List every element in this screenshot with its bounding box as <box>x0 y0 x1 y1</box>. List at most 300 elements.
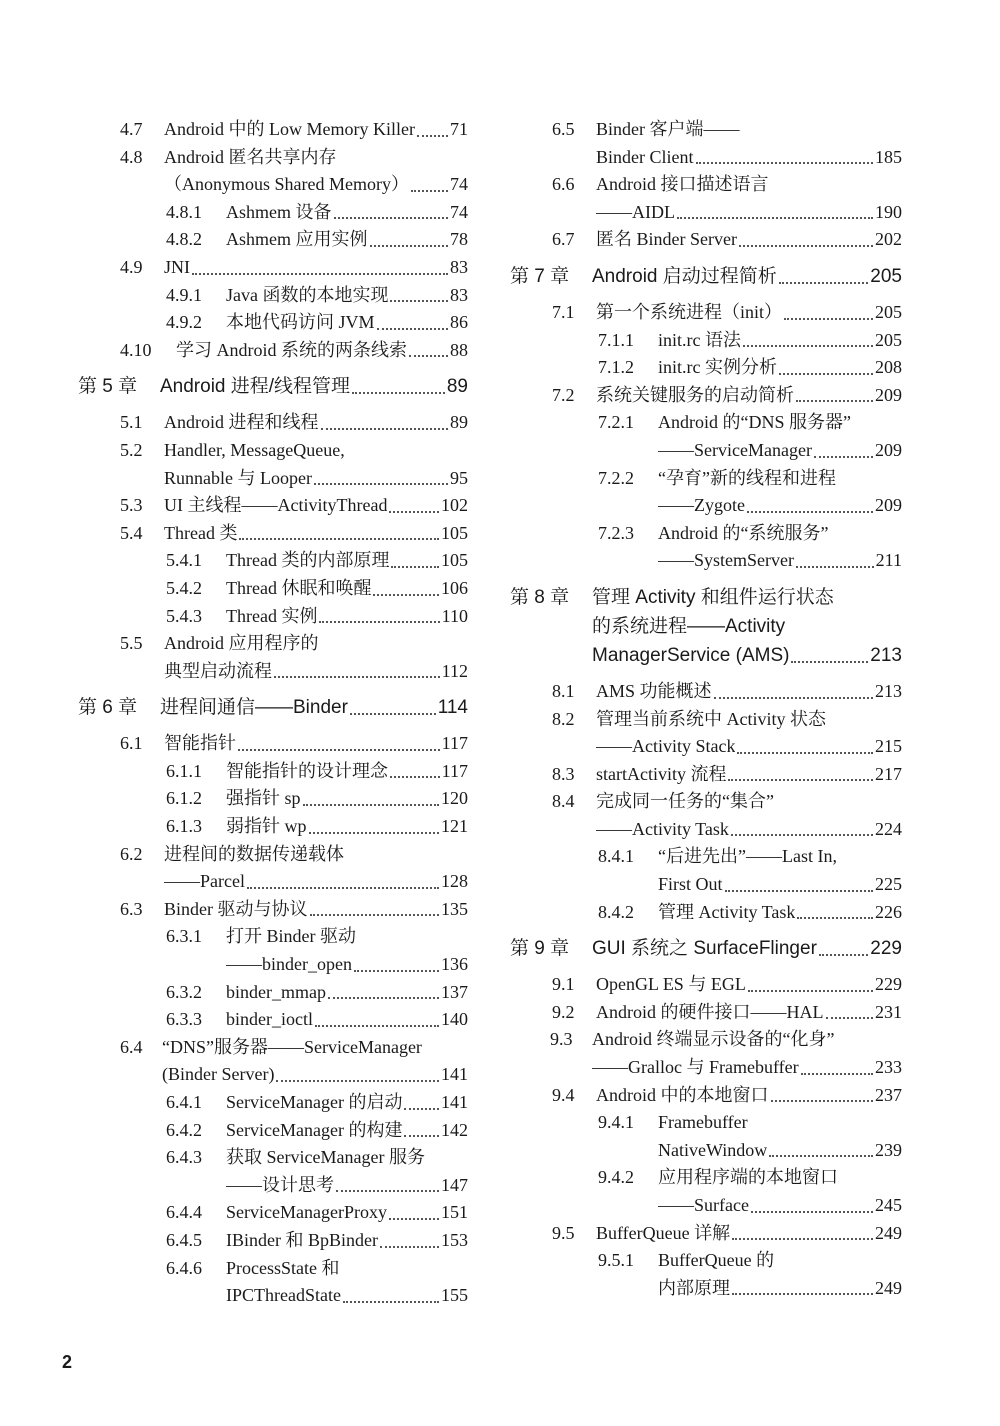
section-title: 应用程序端的本地窗口 <box>658 1167 838 1188</box>
section-page: 74 <box>450 201 468 222</box>
leader-dots <box>728 779 873 781</box>
section-number: 6.1 <box>120 733 143 754</box>
toc-entry <box>78 144 468 172</box>
section-title: JNI <box>164 256 190 277</box>
section-number: 6.3.1 <box>166 926 202 947</box>
section-title: Runnable 与 Looper <box>164 467 312 488</box>
toc-entry <box>510 1192 902 1220</box>
leader-dots <box>732 1238 873 1240</box>
section-page: 106 <box>441 577 468 598</box>
chapter-title: 管理 Activity 和组件运行状态 <box>592 586 834 608</box>
toc-right-column <box>510 116 902 1302</box>
section-title: 进程间的数据传递载体 <box>164 843 344 864</box>
toc-entry <box>78 979 468 1007</box>
toc-entry <box>78 116 468 144</box>
section-number: 6.4.6 <box>166 1257 202 1278</box>
section-number: 6.4.1 <box>166 1092 202 1112</box>
toc-entry <box>78 226 468 254</box>
section-title: NativeWindow <box>658 1139 768 1160</box>
section-page: 239 <box>875 1139 902 1160</box>
section-page: 74 <box>450 174 468 195</box>
section-number: 8.4.2 <box>598 901 634 922</box>
toc-entry <box>78 437 468 465</box>
section-number: 7.2.1 <box>598 412 634 433</box>
chapter-page: 114 <box>437 697 468 719</box>
leader-dots <box>389 511 439 513</box>
section-page: 117 <box>441 760 468 781</box>
leader-dots <box>350 713 436 715</box>
leader-dots <box>769 1155 873 1157</box>
section-title: Android 匿名共享内存 <box>164 146 337 167</box>
leader-dots <box>247 887 439 889</box>
toc-entry <box>78 1117 468 1145</box>
section-page: 208 <box>875 357 902 378</box>
section-number: 6.3.2 <box>166 981 202 1002</box>
section-title: ——Activity Stack <box>596 736 736 757</box>
section-title: First Out <box>658 874 723 895</box>
section-page: 190 <box>875 201 902 222</box>
section-number: 9.3 <box>550 1029 573 1050</box>
section-title: ProcessState 和 <box>226 1257 340 1278</box>
section-number: 7.1.1 <box>598 329 634 350</box>
toc-entry <box>510 761 902 789</box>
leader-dots <box>377 328 448 330</box>
toc-entry <box>510 465 902 493</box>
section-title: ServiceManagerProxy <box>226 1202 387 1223</box>
toc-entry <box>78 658 468 686</box>
toc-chapter-heading <box>510 934 902 963</box>
leader-dots <box>731 834 873 836</box>
toc-entry <box>78 1255 468 1283</box>
section-title: ——ServiceManager <box>658 439 812 460</box>
toc-entry <box>78 465 468 493</box>
section-number: 6.5 <box>552 119 575 139</box>
section-title: Java 函数的本地实现 <box>226 284 389 305</box>
section-title: 典型启动流程 <box>164 660 272 681</box>
section-title: ——Activity Task <box>596 818 729 839</box>
chapter-number: 第 5 章 <box>78 376 138 398</box>
leader-dots <box>751 1211 873 1213</box>
section-number: 4.9.2 <box>166 312 202 333</box>
leader-dots <box>404 1135 439 1137</box>
toc-entry <box>510 706 902 734</box>
section-number: 8.4.1 <box>598 846 634 867</box>
section-number: 8.1 <box>552 680 575 701</box>
section-title: “孕育”新的线程和进程 <box>658 467 836 488</box>
toc-entry <box>510 520 902 548</box>
section-title: Android 的“系统服务” <box>658 522 829 543</box>
leader-dots <box>791 661 868 663</box>
section-page: 141 <box>441 1092 468 1112</box>
section-number: 5.1 <box>120 412 143 433</box>
leader-dots <box>370 245 449 247</box>
section-page: 83 <box>450 284 468 305</box>
section-page: 231 <box>875 1001 902 1022</box>
section-title: Android 中的 Low Memory Killer <box>164 119 415 139</box>
section-page: 225 <box>875 874 902 895</box>
leader-dots <box>380 1246 439 1248</box>
leader-dots <box>343 1301 439 1303</box>
leader-dots <box>389 1218 439 1220</box>
section-title: Thread 实例 <box>226 605 318 626</box>
section-title: 获取 ServiceManager 服务 <box>226 1147 425 1168</box>
toc-entry <box>78 492 468 520</box>
section-number: 6.6 <box>552 174 575 195</box>
leader-dots <box>743 345 873 347</box>
section-title: Binder 驱动与协议 <box>164 898 308 919</box>
section-number: 8.2 <box>552 708 575 729</box>
section-page: 105 <box>441 522 468 543</box>
toc-entry <box>78 171 468 199</box>
section-page: 135 <box>441 898 468 919</box>
leader-dots <box>801 1073 873 1075</box>
section-page: 215 <box>875 736 902 757</box>
chapter-number: 第 8 章 <box>510 586 570 608</box>
toc-entry <box>78 409 468 437</box>
section-page: 83 <box>450 256 468 277</box>
toc-chapter-heading <box>78 372 468 401</box>
section-number: 6.4.4 <box>166 1202 202 1223</box>
section-title: IBinder 和 BpBinder <box>226 1229 378 1250</box>
section-number: 7.2 <box>552 384 575 405</box>
toc-left-column <box>78 116 468 1310</box>
section-page: 226 <box>875 901 902 922</box>
section-title: Handler, MessageQueue, <box>164 439 345 460</box>
section-title: 强指针 sp <box>226 788 301 809</box>
toc-entry <box>78 337 468 365</box>
toc-entry <box>510 199 902 227</box>
toc-entry <box>510 899 902 927</box>
section-page: 209 <box>875 495 902 516</box>
section-number: 4.8 <box>120 146 143 167</box>
section-number: 4.8.1 <box>166 201 202 222</box>
toc-entry <box>510 1109 902 1137</box>
section-page: 217 <box>875 763 902 784</box>
leader-dots <box>779 282 869 284</box>
leader-dots <box>714 697 873 699</box>
toc-entry <box>78 575 468 603</box>
leader-dots <box>796 566 874 568</box>
toc-chapter-heading <box>510 262 902 291</box>
section-title: 智能指针的设计理念 <box>226 760 388 781</box>
leader-dots <box>336 1190 439 1192</box>
toc-entry <box>510 999 902 1027</box>
leader-dots <box>784 318 873 320</box>
section-page: 112 <box>441 660 468 681</box>
leader-dots <box>748 990 873 992</box>
section-number: 6.1.3 <box>166 816 202 837</box>
section-page: 128 <box>441 871 468 892</box>
section-page: 121 <box>441 816 468 837</box>
section-title: AMS 功能概述 <box>596 680 712 701</box>
toc-entry <box>510 171 902 199</box>
section-title: Thread 类 <box>164 522 238 543</box>
section-title: Ashmem 应用实例 <box>226 229 368 250</box>
section-page: 102 <box>441 495 468 516</box>
toc-entry <box>78 1282 468 1310</box>
section-title: Android 应用程序的 <box>164 633 319 654</box>
leader-dots <box>309 832 440 834</box>
section-title: BufferQueue 的 <box>658 1250 775 1271</box>
section-number: 6.2 <box>120 843 143 864</box>
toc-entry <box>510 437 902 465</box>
section-page: 136 <box>441 954 468 975</box>
chapter-title: Android 进程/线程管理 <box>160 376 351 398</box>
section-title: 学习 Android 系统的两条线索 <box>176 339 407 360</box>
section-number: 4.10 <box>120 339 152 360</box>
section-page: 205 <box>875 301 902 322</box>
section-number: 6.1.1 <box>166 760 202 781</box>
toc-entry <box>510 788 902 816</box>
page-number: 2 <box>62 1352 73 1372</box>
section-number: 9.5 <box>552 1222 575 1243</box>
section-title: binder_mmap <box>226 981 326 1002</box>
toc-entry <box>78 309 468 337</box>
section-page: 233 <box>875 1057 902 1078</box>
section-number: 6.1.2 <box>166 788 202 809</box>
section-number: 6.3 <box>120 898 143 919</box>
section-title: 内部原理 <box>658 1277 730 1298</box>
toc-entry <box>78 1089 468 1117</box>
section-title: ——Gralloc 与 Framebuffer <box>592 1057 799 1078</box>
section-number: 5.4.3 <box>166 605 202 626</box>
toc-entry <box>78 547 468 575</box>
section-title: 完成同一任务的“集合” <box>596 791 774 812</box>
section-page: 224 <box>875 818 902 839</box>
section-title: “DNS”服务器——ServiceManager <box>162 1036 422 1057</box>
section-title: Android 终端显示设备的“化身” <box>592 1029 835 1050</box>
section-number: 9.2 <box>552 1001 575 1022</box>
section-title: 智能指针 <box>164 733 236 754</box>
section-title: startActivity 流程 <box>596 763 727 784</box>
section-title: 打开 Binder 驱动 <box>226 926 356 947</box>
toc-entry <box>510 354 902 382</box>
section-number: 9.4.2 <box>598 1167 634 1188</box>
section-number: 9.1 <box>552 974 575 995</box>
section-page: 95 <box>450 467 468 488</box>
section-title: 本地代码访问 JVM <box>226 312 375 333</box>
toc-entry <box>78 1034 468 1062</box>
section-title: ——Zygote <box>658 495 745 516</box>
toc-entry <box>510 226 902 254</box>
leader-dots <box>373 594 439 596</box>
chapter-title: Android 启动过程简析 <box>592 265 777 287</box>
section-number: 6.3.3 <box>166 1009 202 1030</box>
section-number: 4.9 <box>120 256 143 277</box>
section-page: 229 <box>875 974 902 995</box>
section-title: ——AIDL <box>596 201 675 222</box>
chapter-title: ManagerService (AMS) <box>592 644 790 666</box>
leader-dots <box>310 914 440 916</box>
section-page: 117 <box>441 733 468 754</box>
section-title: “后进先出”——Last In, <box>658 846 837 867</box>
section-number: 9.4.1 <box>598 1112 634 1133</box>
section-page: 249 <box>875 1222 902 1243</box>
section-page: 185 <box>875 146 902 167</box>
section-number: 5.4 <box>120 522 143 543</box>
chapter-page: 229 <box>870 938 902 960</box>
toc-entry <box>510 871 902 899</box>
section-number: 5.5 <box>120 633 143 654</box>
toc-entry <box>510 1054 902 1082</box>
section-number: 9.5.1 <box>598 1250 634 1271</box>
section-number: 8.4 <box>552 791 575 812</box>
toc-entry <box>78 896 468 924</box>
section-number: 7.1.2 <box>598 357 634 378</box>
toc-entry <box>78 1144 468 1172</box>
leader-dots <box>404 1108 439 1110</box>
leader-dots <box>814 456 873 458</box>
section-number: 6.4.5 <box>166 1229 202 1250</box>
section-number: 8.3 <box>552 763 575 784</box>
section-title: ServiceManager 的构建 <box>226 1119 403 1140</box>
section-page: 249 <box>875 1277 902 1298</box>
section-title: 匿名 Binder Server <box>596 229 737 250</box>
leader-dots <box>239 538 439 540</box>
section-title: Binder 客户端—— <box>596 119 740 139</box>
section-title: init.rc 语法 <box>658 329 741 350</box>
toc-entry <box>78 199 468 227</box>
section-page: 147 <box>441 1174 468 1195</box>
toc-entry <box>510 382 902 410</box>
section-page: 209 <box>875 439 902 460</box>
section-title: Binder Client <box>596 146 694 167</box>
section-number: 4.8.2 <box>166 229 202 250</box>
leader-dots <box>390 776 440 778</box>
section-number: 7.1 <box>552 301 575 322</box>
toc-entry <box>78 630 468 658</box>
section-title: 管理当前系统中 Activity 状态 <box>596 708 826 729</box>
section-number: 4.7 <box>120 119 143 139</box>
section-page: 213 <box>875 680 902 701</box>
leader-dots <box>696 162 874 164</box>
toc-entry <box>510 678 902 706</box>
leader-dots <box>826 1017 874 1019</box>
toc-entry <box>510 733 902 761</box>
leader-dots <box>352 392 445 394</box>
section-number: 9.4 <box>552 1084 575 1105</box>
chapter-title-line <box>510 641 902 670</box>
section-page: 88 <box>450 339 468 360</box>
leader-dots <box>732 1293 873 1295</box>
toc-entry <box>510 1164 902 1192</box>
toc-entry <box>510 1137 902 1165</box>
section-title: (Binder Server) <box>162 1064 275 1085</box>
section-page: 153 <box>441 1229 468 1250</box>
section-title: Ashmem 设备 <box>226 201 332 222</box>
section-title: Android 进程和线程 <box>164 412 319 433</box>
section-title: UI 主线程——ActivityThread <box>164 495 388 516</box>
toc-entry <box>510 144 902 172</box>
section-page: 137 <box>441 981 468 1002</box>
section-title: ServiceManager 的启动 <box>226 1092 403 1112</box>
section-title: binder_ioctl <box>226 1009 313 1030</box>
section-title: 系统关键服务的启动简析 <box>596 384 794 405</box>
section-page: 89 <box>450 412 468 433</box>
toc-entry <box>78 785 468 813</box>
leader-dots <box>315 1025 439 1027</box>
toc-entry <box>510 299 902 327</box>
section-title: Android 的硬件接口——HAL <box>596 1001 824 1022</box>
section-title: Android 的“DNS 服务器” <box>658 412 851 433</box>
section-page: 105 <box>441 550 468 571</box>
section-page: 71 <box>450 119 468 139</box>
section-title: ——设计思考 <box>226 1174 334 1195</box>
leader-dots <box>677 217 873 219</box>
leader-dots <box>725 890 873 892</box>
toc-entry <box>510 1082 902 1110</box>
section-number: 7.2.3 <box>598 522 634 543</box>
section-title: Framebuffer <box>658 1112 748 1133</box>
section-page: 86 <box>450 312 468 333</box>
leader-dots <box>390 300 448 302</box>
leader-dots <box>192 273 448 275</box>
leader-dots <box>797 917 873 919</box>
chapter-title: 进程间通信——Binder <box>160 697 348 719</box>
section-title: ——Parcel <box>164 871 245 892</box>
toc-entry <box>78 758 468 786</box>
chapter-title-line <box>510 583 902 612</box>
section-title: ——SystemServer <box>658 550 794 571</box>
chapter-page: 205 <box>870 265 902 287</box>
leader-dots <box>321 428 449 430</box>
section-number: 6.4.2 <box>166 1119 202 1140</box>
toc-entry <box>78 730 468 758</box>
section-number: 6.4.3 <box>166 1147 202 1168</box>
section-page: 202 <box>875 229 902 250</box>
section-page: 211 <box>875 550 902 571</box>
toc-entry <box>78 951 468 979</box>
section-title: ——binder_open <box>226 954 352 975</box>
toc-entry <box>78 813 468 841</box>
toc-entry <box>510 547 902 575</box>
section-number: 6.7 <box>552 229 575 250</box>
toc-entry <box>78 1227 468 1255</box>
leader-dots <box>303 804 439 806</box>
leader-dots <box>747 511 873 513</box>
section-title: 弱指针 wp <box>226 816 307 837</box>
leader-dots <box>354 970 439 972</box>
toc-entry <box>78 923 468 951</box>
section-page: 209 <box>875 384 902 405</box>
toc-chapter-heading <box>78 693 468 722</box>
section-title: Android 中的本地窗口 <box>596 1084 769 1105</box>
toc-entry <box>510 1275 902 1303</box>
toc-entry <box>78 254 468 282</box>
toc-entry <box>78 1199 468 1227</box>
toc-entry <box>510 843 902 871</box>
section-page: 140 <box>441 1009 468 1030</box>
toc-entry <box>510 816 902 844</box>
chapter-number: 第 6 章 <box>78 697 138 719</box>
section-title: 第一个系统进程（init） <box>596 301 783 322</box>
chapter-title: 的系统进程——Activity <box>592 615 786 637</box>
section-page: 78 <box>450 229 468 250</box>
toc-entry <box>510 1026 902 1054</box>
chapter-page: 213 <box>870 644 902 666</box>
toc-entry <box>78 282 468 310</box>
section-title: OpenGL ES 与 EGL <box>596 974 746 995</box>
leader-dots <box>771 1100 874 1102</box>
leader-dots <box>334 217 449 219</box>
section-page: 110 <box>441 605 468 626</box>
chapter-number: 第 7 章 <box>510 265 570 287</box>
section-title: （Anonymous Shared Memory） <box>164 174 409 195</box>
toc-entry <box>510 492 902 520</box>
leader-dots <box>319 621 439 623</box>
leader-dots <box>796 400 873 402</box>
chapter-page: 89 <box>446 376 468 398</box>
